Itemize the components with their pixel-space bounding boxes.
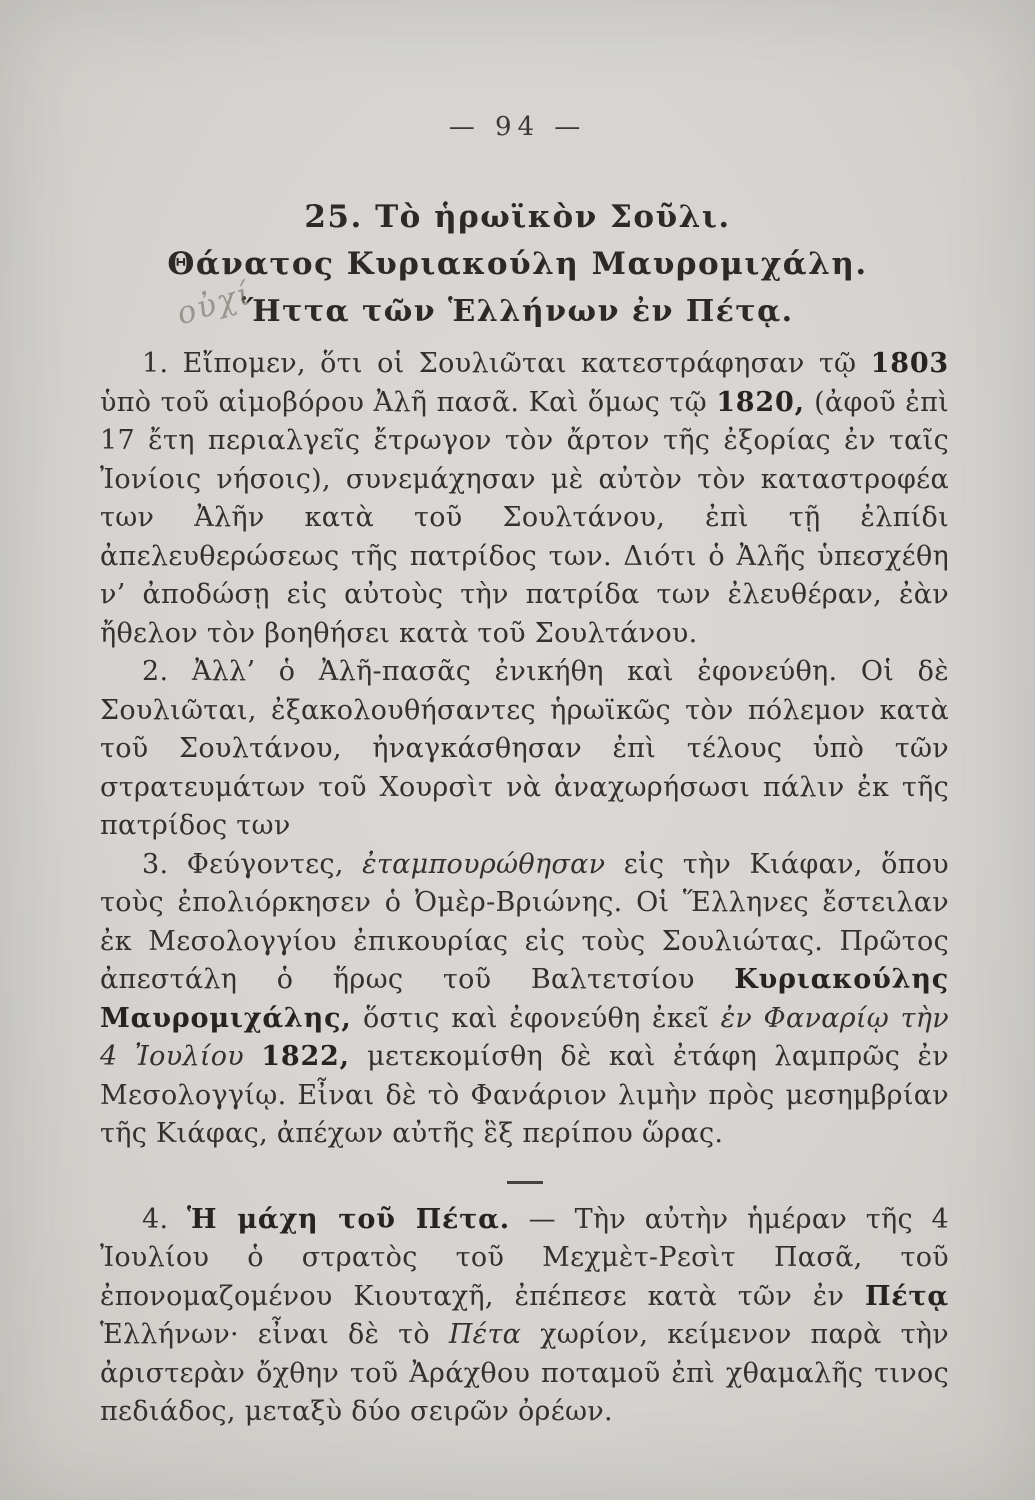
year-1820: 1820, [716, 386, 805, 418]
text-run: 4. [142, 1203, 188, 1235]
text-run: 3. Φεύγοντες, [142, 848, 363, 880]
text-run: Ἑλλήνων· εἶναι δὲ τὸ [100, 1319, 449, 1350]
pencil-annotation: οὐχί [172, 275, 257, 333]
text-run: χωρίον, κείμενον παρὰ τὴν ἀριστερὰν ὄχθην τοῦ Ἀράχθου ποταμοῦ ἐπὶ χθαμαλῆς τινος πεδιάδος, μεταξὺ δύο σειρῶν ὀρέων. [100, 1319, 949, 1427]
page-body [100, 345, 949, 1432]
text-run: εἰς τὴν Κιάφαν, ὅπου τοὺς ἐπολιόρκησεν ὁ Ὀμὲρ-Βριώνης. Οἱ Ἕλληνες ἔστειλαν ἐκ Μεσολογγίου ἐπικουρίας εἰς τοὺς Σουλιώτας. Πρῶτος ἀπεστάλη ὁ ἥρως τοῦ Βαλτετσίου [100, 848, 949, 995]
page-number: — 94 — [448, 112, 587, 142]
text-run: (ἀφοῦ ἐπὶ 17 ἔτη περιαλγεῖς ἔτρωγον τὸν ἄρτον τῆς ἐξορίας ἐν ταῖς Ἰονίοις νήσοις), συνεμάχησαν μὲ αὐτὸν τὸν καταστροφέα των Ἀλῆν κατὰ τοῦ Σουλτάνου, ἐπὶ τῇ ἐλπίδι ἀπελευθερώσεως τῆς πατρίδος των. Διότι ὁ Ἀλῆς ὑπεσχέθη ν’ ἀποδώσῃ εἰς αὐτοὺς τὴν πατρίδα των ἐλευθέραν, ἐὰν ἤθελον τὸν βοηθήσει κατὰ τοῦ Σουλτάνου. [100, 386, 949, 649]
text-run: 1. Εἴπομεν, ὅτι οἱ Σουλιῶται κατεστράφησαν τῷ [142, 348, 871, 379]
paragraph-3 [100, 846, 949, 1154]
section-title-line-2: Θάνατος Κυριακούλη Μαυρομιχάλη. [167, 246, 868, 282]
section-title-line-3: Ἥττα τῶν Ἑλλήνων ἐν Πέτᾳ. [241, 294, 794, 329]
section-divider-rule [507, 1181, 543, 1184]
text-run: ὑπὸ τοῦ αἱμοβόρου Ἀλῆ πασᾶ. Καὶ ὅμως τῷ [100, 386, 717, 418]
year-1822: 1822, [261, 1041, 350, 1072]
kyriakoulis-mavromichalis-name: Κυριακούλης Μαυρομιχάλης, [100, 964, 949, 1034]
text-run: — Τὴν αὐτὴν ἡμέραν τῆς 4 Ἰουλίου ὁ στρατὸς τοῦ Μεχμὲτ-Ρεσὶτ Πασᾶ, τοῦ ἐπονομαζομένου Κιουταχῆ, ἐπέπεσε κατὰ τῶν ἐν [100, 1203, 949, 1312]
emphasis-fanario-date: ἐν Φαναρίῳ τὴν 4 Ἰουλίου [100, 1002, 949, 1072]
paragraph-1 [100, 345, 949, 653]
paragraph-4 [100, 1201, 949, 1432]
peta-italic: Πέτα [448, 1319, 522, 1350]
text-run: μετεκομίσθη δὲ καὶ ἐτάφη λαμπρῶς ἐν Μεσολογγίῳ. Εἶναι δὲ τὸ Φανάριον λιμὴν πρὸς μεσημβρίαν τῆς Κιάφας, ἀπέχων αὐτῆς ἓξ περίπου ὥρας. [100, 1041, 949, 1149]
peta-bold: Πέτᾳ [864, 1280, 949, 1312]
paragraph-2 [100, 653, 949, 846]
year-1803: 1803 [870, 348, 949, 379]
text-run: ὅστις καὶ ἐφονεύθη ἐκεῖ [351, 1002, 721, 1034]
emphasis-etampourothisan: ἐταμπουρώθησαν [362, 848, 606, 880]
section-title-line-1: 25. Τὸ ἡρωϊκὸν Σοῦλι. [304, 199, 731, 235]
section-title [0, 194, 1035, 335]
text-run: 2. Ἀλλ’ ὁ Ἀλῆ-πασᾶς ἐνικήθη καὶ ἐφονεύθη. Οἱ δὲ Σουλιῶται, ἐξακολουθήσαντες ἡρωϊκῶς τὸν πόλεμον κατὰ τοῦ Σουλτάνου, ἠναγκάσθησαν ἐπὶ τέλους ὑπὸ τῶν στρατευμάτων τοῦ Χουρσὶτ νὰ ἀναχωρήσωσι πάλιν ἐκ τῆς πατρίδος των [100, 656, 949, 841]
battle-of-peta-heading: Ἡ μάχη τοῦ Πέτα. [187, 1203, 510, 1235]
